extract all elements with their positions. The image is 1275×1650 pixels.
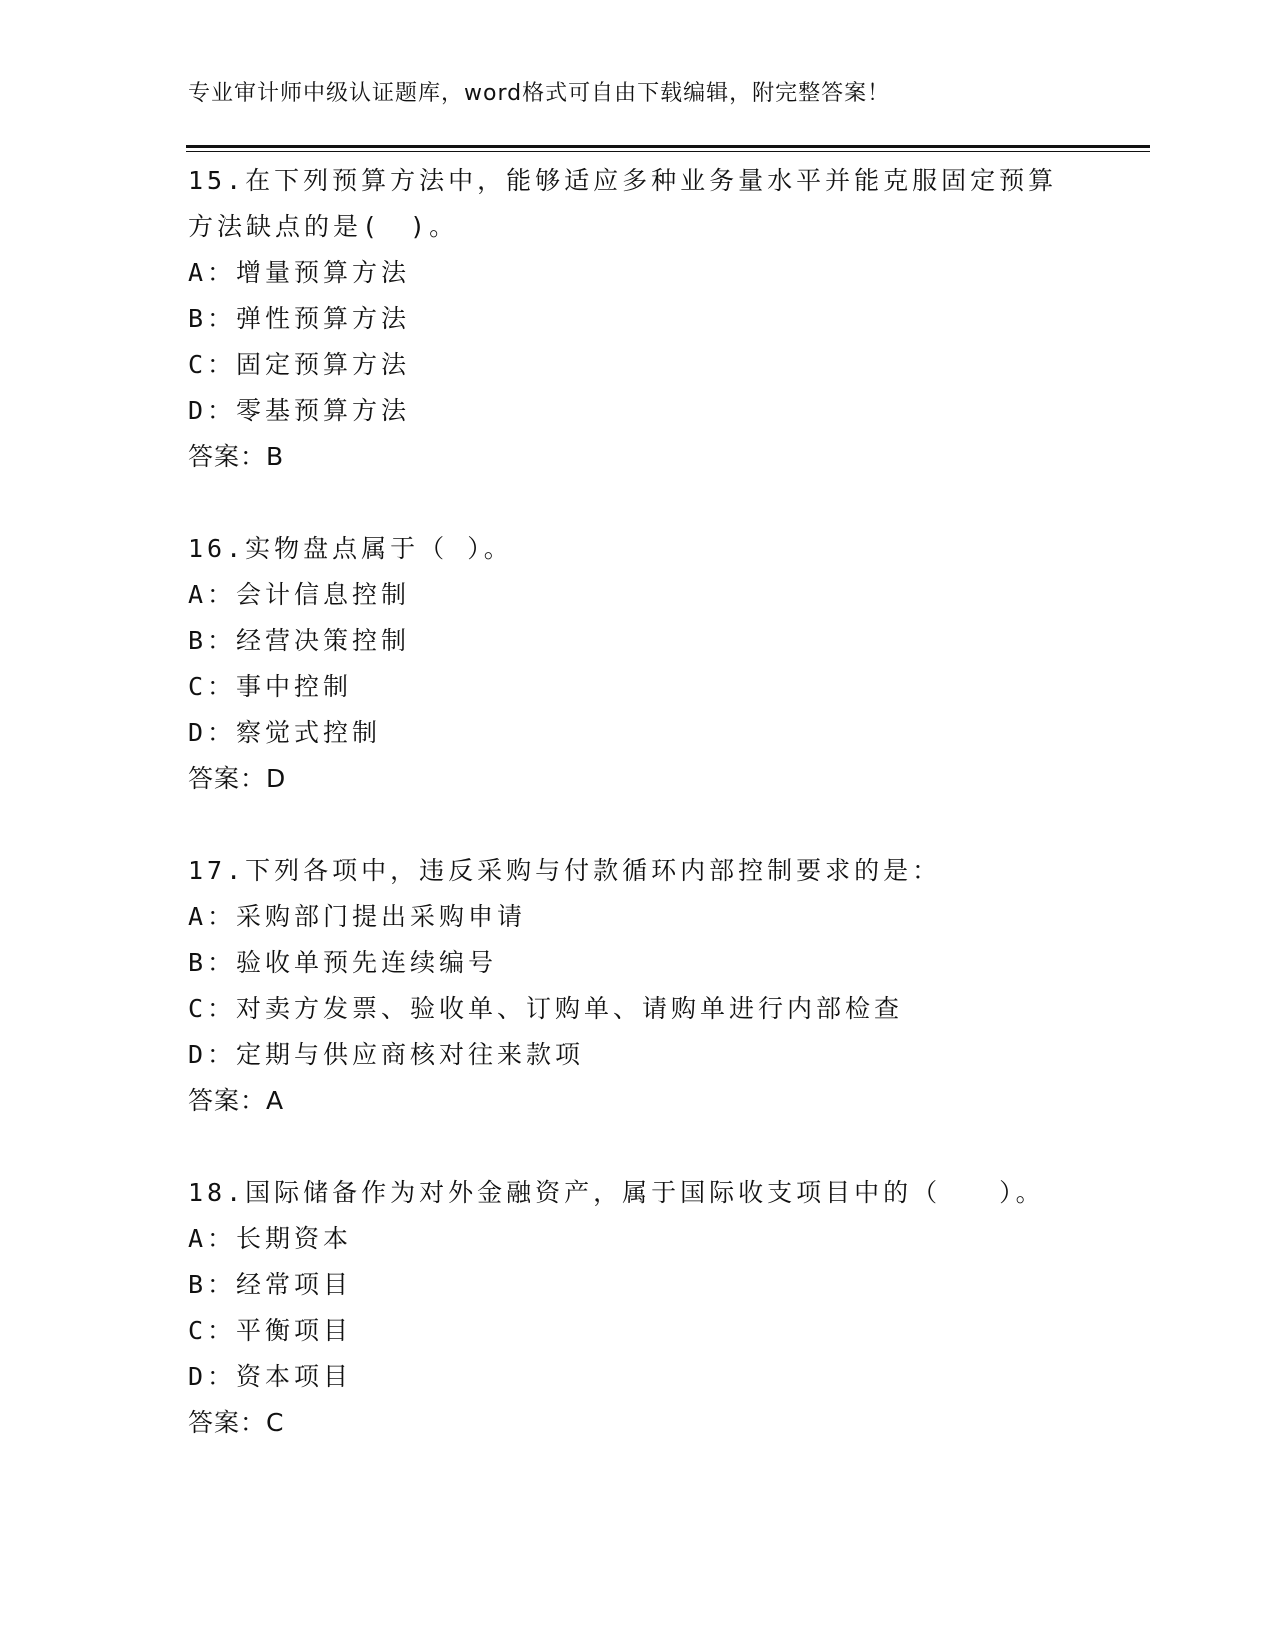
- answer: 答案：C: [188, 1408, 285, 1437]
- option-c: C：对卖方发票、验收单、订购单、请购单进行内部检查: [188, 994, 904, 1023]
- option-a: A：会计信息控制: [188, 580, 411, 609]
- header-rule-thin: [186, 151, 1150, 152]
- answer: 答案：B: [188, 442, 285, 471]
- option-d: D：资本项目: [188, 1362, 353, 1391]
- option-c: C：事中控制: [188, 672, 353, 701]
- question-15: [188, 158, 1088, 480]
- option-a: A：长期资本: [188, 1224, 353, 1253]
- answer: 答案：A: [188, 1086, 285, 1115]
- option-d: D：察觉式控制: [188, 718, 382, 747]
- option-b: B：弹性预算方法: [188, 304, 411, 333]
- option-a: A：采购部门提出采购申请: [188, 902, 527, 931]
- option-d: D：零基预算方法: [188, 396, 411, 425]
- option-c: C：平衡项目: [188, 1316, 353, 1345]
- question-stem: 18.国际储备作为对外金融资产，属于国际收支项目中的（ ）。: [188, 1178, 1045, 1207]
- option-b: B：验收单预先连续编号: [188, 948, 498, 977]
- question-stem: 17.下列各项中，违反采购与付款循环内部控制要求的是：: [188, 856, 942, 885]
- question-stem: 15.在下列预算方法中，能够适应多种业务量水平并能克服固定预算方法缺点的是( )。: [188, 166, 1058, 241]
- question-16: [188, 526, 1088, 802]
- header-rule-thick: [186, 145, 1150, 148]
- question-stem: 16.实物盘点属于（ ）。: [188, 534, 513, 563]
- answer: 答案：D: [188, 764, 287, 793]
- page-header: 专业审计师中级认证题库，word格式可自由下载编辑，附完整答案！: [188, 81, 891, 106]
- question-list: [188, 158, 1088, 1492]
- option-a: A：增量预算方法: [188, 258, 411, 287]
- question-18: [188, 1170, 1088, 1446]
- option-d: D：定期与供应商核对往来款项: [188, 1040, 585, 1069]
- option-c: C：固定预算方法: [188, 350, 411, 379]
- option-b: B：经营决策控制: [188, 626, 411, 655]
- question-17: [188, 848, 1088, 1124]
- option-b: B：经常项目: [188, 1270, 353, 1299]
